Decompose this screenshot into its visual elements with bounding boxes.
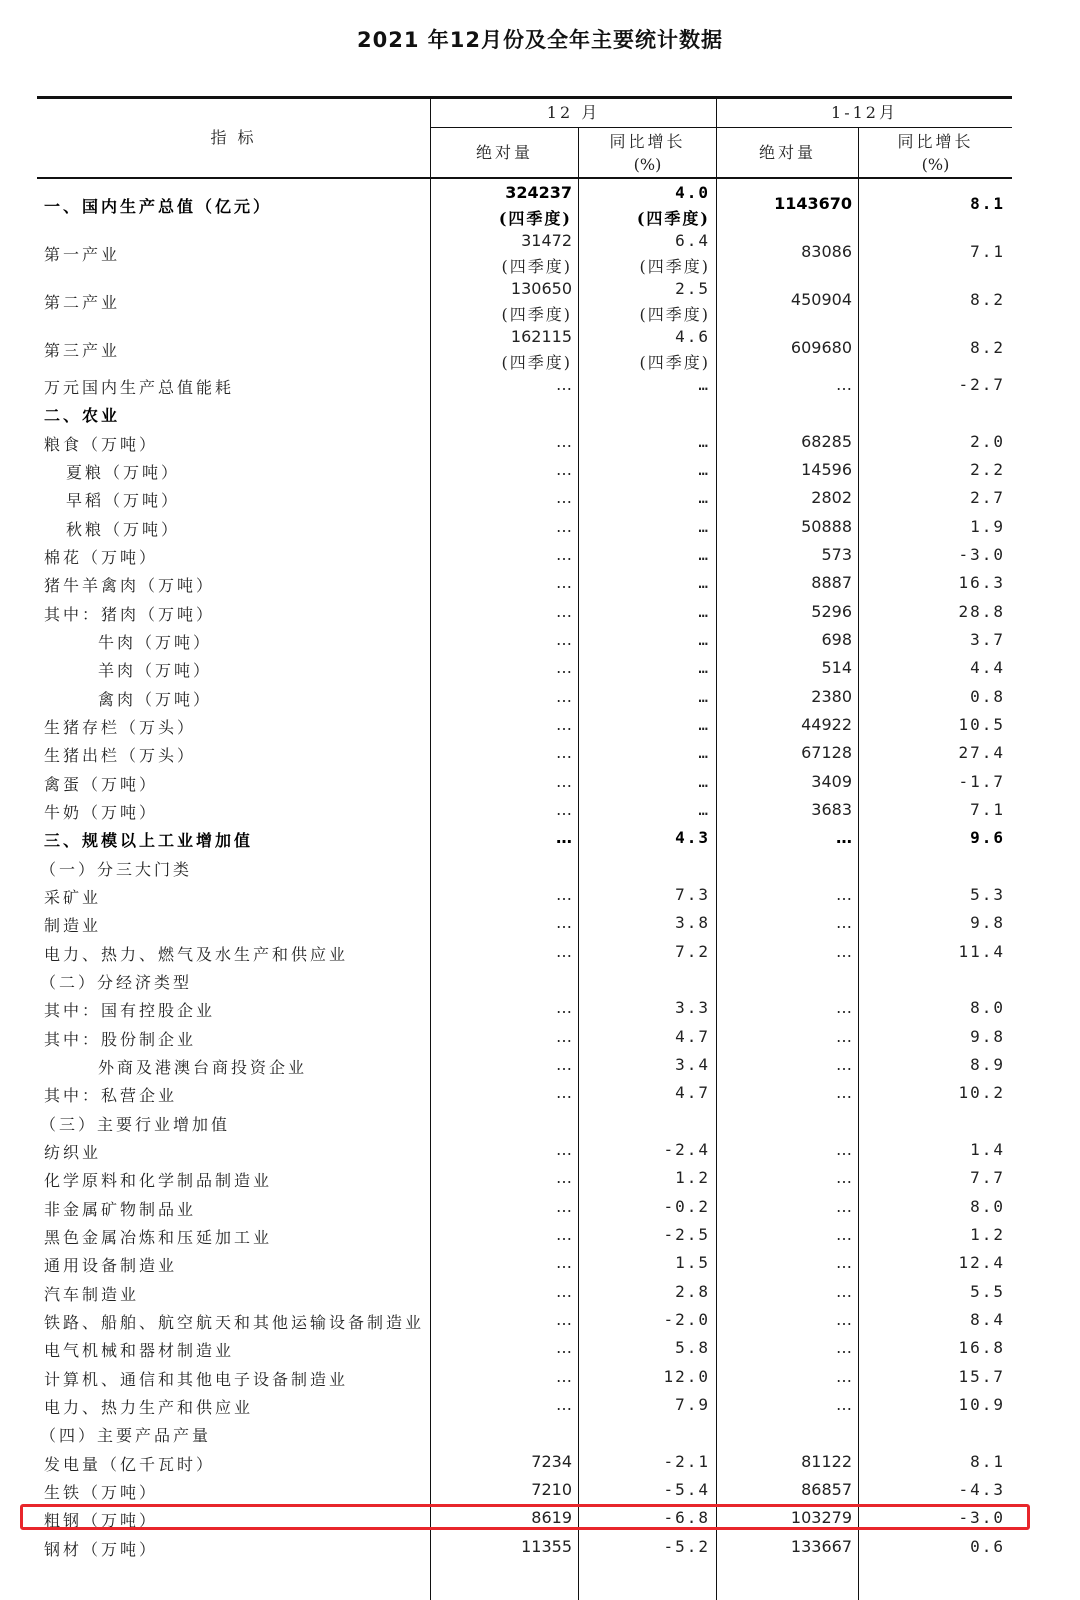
- year-absolute: …: [836, 1366, 852, 1386]
- header-month-growth: 同比增长: [609, 132, 686, 151]
- table-row: [0, 1280, 1080, 1308]
- table-row: [0, 1110, 1080, 1138]
- table-row: [0, 1421, 1080, 1449]
- month-growth: …: [698, 714, 710, 734]
- year-absolute: …: [836, 884, 852, 904]
- month-absolute: …: [556, 544, 572, 564]
- month-growth: 4.3: [675, 828, 710, 848]
- year-absolute: …: [836, 375, 852, 394]
- month-absolute: …: [556, 573, 572, 593]
- table-row: [0, 855, 1080, 883]
- month-absolute: …: [556, 375, 572, 394]
- year-absolute: 609680: [790, 338, 852, 357]
- table-row: [0, 1336, 1080, 1364]
- year-growth: 28.8: [958, 601, 1005, 621]
- table-row: [0, 1251, 1080, 1279]
- row-label: 制造业: [44, 916, 102, 936]
- table-row-tertiary-industry: [0, 325, 1080, 373]
- month-absolute: …: [556, 1054, 572, 1074]
- table-row: [0, 1393, 1080, 1421]
- year-absolute: 86857: [801, 1479, 852, 1499]
- row-label: 羊肉（万吨）: [98, 661, 213, 681]
- header-month-absolute: 绝对量: [475, 143, 533, 162]
- month-growth: 4.7: [675, 1083, 710, 1103]
- month-growth: -5.4: [663, 1479, 710, 1499]
- table-row: [0, 1450, 1080, 1478]
- row-label: 非金属矿物制品业: [44, 1199, 197, 1219]
- month-growth: -5.2: [663, 1536, 710, 1556]
- row-label: 电气机械和器材制造业: [44, 1341, 235, 1361]
- month-absolute: …: [556, 828, 572, 848]
- month-absolute: …: [556, 941, 572, 961]
- month-growth: …: [698, 658, 710, 678]
- month-growth: 3.3: [675, 998, 710, 1018]
- year-growth: 7.7: [970, 1168, 1005, 1188]
- year-absolute: …: [836, 913, 852, 933]
- table-row: [0, 1365, 1080, 1393]
- row-label: 纺织业: [44, 1142, 102, 1162]
- row-label: 黑色金属冶炼和压延加工业: [44, 1227, 273, 1247]
- year-absolute: 5296: [811, 601, 852, 621]
- month-absolute: …: [556, 1338, 572, 1358]
- year-growth: 8.4: [970, 1309, 1005, 1329]
- year-growth: 16.8: [958, 1338, 1005, 1358]
- month-absolute: …: [556, 1281, 572, 1301]
- month-absolute: …: [556, 1394, 572, 1414]
- year-absolute: …: [836, 1309, 852, 1329]
- table-row: [0, 543, 1080, 571]
- year-absolute: …: [836, 1224, 852, 1244]
- row-label: 第一产业: [44, 245, 121, 264]
- month-absolute: …: [556, 743, 572, 763]
- row-label: 夏粮（万吨）: [66, 462, 181, 482]
- month-absolute: …: [556, 714, 572, 734]
- year-absolute: …: [836, 1026, 852, 1046]
- month-absolute: …: [556, 658, 572, 678]
- month-growth: …: [698, 375, 710, 394]
- year-absolute: 573: [821, 544, 852, 564]
- year-growth: 15.7: [958, 1366, 1005, 1386]
- year-growth: 8.2: [970, 290, 1005, 309]
- month-growth: …: [698, 544, 710, 564]
- month-growth: -2.4: [663, 1139, 710, 1159]
- month-growth: 4.7: [675, 1026, 710, 1046]
- month-absolute: 7234: [531, 1451, 572, 1471]
- year-growth: -2.7: [958, 375, 1005, 394]
- year-growth: 8.0: [970, 998, 1005, 1018]
- year-growth: 10.9: [958, 1394, 1005, 1414]
- year-growth: 3.7: [970, 629, 1005, 649]
- month-absolute: …: [556, 913, 572, 933]
- header-year: 1-12月: [831, 103, 898, 122]
- header-year-absolute: 绝对量: [758, 143, 816, 162]
- gdp-year-absolute: 1143670: [774, 194, 852, 213]
- month-growth: -0.2: [663, 1196, 710, 1216]
- month-growth: 3.8: [675, 913, 710, 933]
- year-growth: 4.4: [970, 658, 1005, 678]
- year-growth: -1.7: [958, 771, 1005, 791]
- table-row: [0, 1138, 1080, 1166]
- header-mid-rule: [431, 127, 1012, 128]
- month-absolute: …: [556, 629, 572, 649]
- year-absolute: …: [836, 1168, 852, 1188]
- row-label: 早稻（万吨）: [66, 491, 181, 511]
- gdp-month-absolute: 324237: [505, 183, 572, 202]
- table-row: [0, 1025, 1080, 1053]
- table-row-primary-industry: [0, 229, 1080, 277]
- month-absolute: …: [556, 1253, 572, 1273]
- year-growth: -4.3: [958, 1479, 1005, 1499]
- gdp-month-growth: 4.0: [675, 183, 710, 202]
- table-row: [0, 1478, 1080, 1506]
- month-growth: …: [698, 799, 710, 819]
- month-growth: 2.5: [675, 279, 710, 298]
- month-absolute: …: [556, 459, 572, 479]
- row-label: 计算机、通信和其他电子设备制造业: [44, 1369, 349, 1389]
- year-growth: 8.2: [970, 338, 1005, 357]
- row-label: 粮食（万吨）: [44, 434, 159, 454]
- month-growth: 5.8: [675, 1338, 710, 1358]
- year-absolute: 81122: [801, 1451, 852, 1471]
- row-label: 猪牛羊禽肉（万吨）: [44, 576, 216, 596]
- month-growth: -2.5: [663, 1224, 710, 1244]
- row-label: 化学原料和化学制品制造业: [44, 1171, 273, 1191]
- row-label: 第三产业: [44, 341, 121, 360]
- month-growth: …: [698, 488, 710, 508]
- year-absolute: 2380: [811, 686, 852, 706]
- table-row: [0, 685, 1080, 713]
- year-growth: 5.5: [970, 1281, 1005, 1301]
- year-absolute: 14596: [801, 459, 852, 479]
- row-label: 其中：国有控股企业: [44, 1001, 216, 1021]
- header-year-growth: 同比增长: [897, 132, 974, 151]
- year-absolute: 3683: [811, 799, 852, 819]
- month-growth: …: [698, 601, 710, 621]
- table-row: [0, 741, 1080, 769]
- year-absolute: …: [836, 1253, 852, 1273]
- table-row: [0, 1166, 1080, 1194]
- year-growth: 8.1: [970, 1451, 1005, 1471]
- month-growth: 7.9: [675, 1394, 710, 1414]
- year-absolute: …: [836, 1054, 852, 1074]
- row-label: 棉花（万吨）: [44, 547, 159, 567]
- month-absolute: 11355: [521, 1536, 572, 1556]
- gdp-growth-quarter-note: (四季度): [636, 209, 710, 228]
- year-growth: 16.3: [958, 573, 1005, 593]
- month-absolute: …: [556, 686, 572, 706]
- row-label: 禽蛋（万吨）: [44, 774, 159, 794]
- month-growth: …: [698, 459, 710, 479]
- table-row: [0, 713, 1080, 741]
- month-absolute: …: [556, 601, 572, 621]
- table-row: [0, 458, 1080, 486]
- year-absolute: 103279: [790, 1508, 852, 1528]
- table-row: [0, 798, 1080, 826]
- table-row: [0, 401, 1080, 429]
- row-label: 秋粮（万吨）: [66, 519, 181, 539]
- month-growth: …: [698, 686, 710, 706]
- month-growth: 7.2: [675, 941, 710, 961]
- year-growth: 2.2: [970, 459, 1005, 479]
- year-absolute: 67128: [801, 743, 852, 763]
- row-label: 采矿业: [44, 887, 102, 907]
- month-absolute: …: [556, 488, 572, 508]
- month-growth: 4.6: [675, 327, 710, 346]
- table-row: [0, 628, 1080, 656]
- row-label: （三）主要行业增加值: [40, 1114, 231, 1134]
- row-label: 二、农业: [44, 406, 121, 426]
- year-growth: 0.8: [970, 686, 1005, 706]
- month-absolute: 7210: [531, 1479, 572, 1499]
- year-growth: 11.4: [958, 941, 1005, 961]
- row-label: 粗钢（万吨）: [44, 1511, 159, 1531]
- row-label: 发电量（亿千瓦时）: [44, 1454, 216, 1474]
- year-growth: 1.4: [970, 1139, 1005, 1159]
- month-growth: -2.0: [663, 1309, 710, 1329]
- year-growth: 8.0: [970, 1196, 1005, 1216]
- month-growth: -2.1: [663, 1451, 710, 1471]
- year-absolute: …: [836, 1139, 852, 1159]
- header-month: 12 月: [546, 103, 601, 122]
- table-row: [0, 1308, 1080, 1336]
- table-row: [0, 826, 1080, 854]
- month-absolute: …: [556, 431, 572, 451]
- quarter-note: (四季度): [501, 257, 572, 276]
- month-growth: 3.4: [675, 1054, 710, 1074]
- table-row: [0, 1195, 1080, 1223]
- month-growth: …: [698, 516, 710, 536]
- month-absolute: …: [556, 771, 572, 791]
- highlight-box: [20, 1504, 1030, 1530]
- year-growth: 7.1: [970, 242, 1005, 261]
- month-absolute: 162115: [510, 327, 572, 346]
- month-absolute: …: [556, 516, 572, 536]
- year-absolute: 3409: [811, 771, 852, 791]
- year-absolute: 8887: [811, 573, 852, 593]
- row-label: 生猪出栏（万头）: [44, 746, 197, 766]
- quarter-note: (四季度): [501, 305, 572, 324]
- year-absolute: 68285: [801, 431, 852, 451]
- row-label: 一、国内生产总值（亿元）: [44, 197, 273, 216]
- table-row: [0, 968, 1080, 996]
- month-absolute: …: [556, 1224, 572, 1244]
- table-row: [0, 571, 1080, 599]
- year-growth: 9.8: [970, 913, 1005, 933]
- month-absolute: 31472: [521, 231, 572, 250]
- year-growth: -3.0: [958, 544, 1005, 564]
- year-absolute: …: [836, 1281, 852, 1301]
- month-absolute: …: [556, 1366, 572, 1386]
- table-row: [0, 996, 1080, 1024]
- year-absolute: 450904: [790, 290, 852, 309]
- row-label: 第二产业: [44, 293, 121, 312]
- month-absolute: …: [556, 799, 572, 819]
- table-row: [0, 1535, 1080, 1563]
- row-label: 电力、热力生产和供应业: [44, 1397, 254, 1417]
- month-absolute: …: [556, 1309, 572, 1329]
- year-growth: -3.0: [958, 1508, 1005, 1528]
- header-bottom-rule: [37, 177, 1012, 179]
- year-absolute: 44922: [801, 714, 852, 734]
- year-growth: 12.4: [958, 1253, 1005, 1273]
- quarter-note: (四季度): [639, 257, 710, 276]
- month-growth: 12.0: [663, 1366, 710, 1386]
- year-absolute: 2802: [811, 488, 852, 508]
- year-absolute: …: [836, 1394, 852, 1414]
- year-growth: 7.1: [970, 799, 1005, 819]
- table-row: [0, 373, 1080, 401]
- month-growth: 1.5: [675, 1253, 710, 1273]
- month-absolute: …: [556, 1026, 572, 1046]
- header-month-pct: (%): [633, 155, 662, 174]
- year-growth: 0.6: [970, 1536, 1005, 1556]
- row-label: 万元国内生产总值能耗: [44, 378, 235, 397]
- table-row: [0, 911, 1080, 939]
- row-label: 牛奶（万吨）: [44, 802, 159, 822]
- month-growth: …: [698, 771, 710, 791]
- quarter-note: (四季度): [639, 305, 710, 324]
- year-absolute: …: [836, 1083, 852, 1103]
- row-label: 其中：私营企业: [44, 1086, 178, 1106]
- month-growth: 6.4: [675, 231, 710, 250]
- table-row: [0, 600, 1080, 628]
- row-label: 铁路、船舶、航空航天和其他运输设备制造业: [44, 1312, 425, 1332]
- row-label: 生铁（万吨）: [44, 1482, 159, 1502]
- row-label: 三、规模以上工业增加值: [44, 831, 254, 851]
- month-growth: …: [698, 629, 710, 649]
- row-label: 其中：股份制企业: [44, 1029, 197, 1049]
- table-row: [0, 656, 1080, 684]
- month-growth: 1.2: [675, 1168, 710, 1188]
- year-growth: 2.7: [970, 488, 1005, 508]
- month-growth: …: [698, 431, 710, 451]
- year-absolute: 50888: [801, 516, 852, 536]
- year-growth: 8.9: [970, 1054, 1005, 1074]
- year-absolute: 698: [821, 629, 852, 649]
- month-absolute: …: [556, 1083, 572, 1103]
- table-row: [0, 1223, 1080, 1251]
- year-absolute: 514: [821, 658, 852, 678]
- row-label: （二）分经济类型: [40, 972, 193, 992]
- year-growth: 5.3: [970, 884, 1005, 904]
- month-growth: -6.8: [663, 1508, 710, 1528]
- year-growth: 9.6: [970, 828, 1005, 848]
- year-growth: 9.8: [970, 1026, 1005, 1046]
- table-row: [0, 883, 1080, 911]
- year-growth: 1.2: [970, 1224, 1005, 1244]
- row-label: 通用设备制造业: [44, 1256, 178, 1276]
- header-year-pct: (%): [921, 155, 950, 174]
- year-growth: 27.4: [958, 743, 1005, 763]
- month-growth: 2.8: [675, 1281, 710, 1301]
- year-growth: 10.5: [958, 714, 1005, 734]
- month-absolute: …: [556, 1139, 572, 1159]
- row-label: （四）主要产品产量: [40, 1426, 212, 1446]
- year-absolute: 83086: [801, 242, 852, 261]
- table-row: [0, 940, 1080, 968]
- month-growth: …: [698, 743, 710, 763]
- year-absolute: …: [836, 1196, 852, 1216]
- month-growth: 7.3: [675, 884, 710, 904]
- page-title: 2021 年12月份及全年主要统计数据: [357, 28, 723, 52]
- table-row-gdp: [0, 181, 1080, 229]
- year-growth: 1.9: [970, 516, 1005, 536]
- row-label: 其中：猪肉（万吨）: [44, 604, 216, 624]
- month-absolute: …: [556, 998, 572, 1018]
- row-label: 汽车制造业: [44, 1284, 140, 1304]
- table-row: [0, 770, 1080, 798]
- month-absolute: …: [556, 1168, 572, 1188]
- table-row-secondary-industry: [0, 277, 1080, 325]
- table-row: [0, 1081, 1080, 1109]
- row-label: 牛肉（万吨）: [98, 632, 213, 652]
- year-absolute: …: [836, 941, 852, 961]
- month-growth: …: [698, 573, 710, 593]
- gdp-month-quarter-note: (四季度): [498, 209, 572, 228]
- month-absolute: …: [556, 884, 572, 904]
- row-label: （一）分三大门类: [40, 859, 193, 879]
- row-label: 生猪存栏（万头）: [44, 717, 197, 737]
- row-label: 禽肉（万吨）: [98, 689, 213, 709]
- table-row: [0, 515, 1080, 543]
- quarter-note: (四季度): [501, 353, 572, 372]
- table-row: [0, 430, 1080, 458]
- quarter-note: (四季度): [639, 353, 710, 372]
- year-growth: 10.2: [958, 1083, 1005, 1103]
- year-absolute: …: [836, 1338, 852, 1358]
- year-absolute: …: [836, 998, 852, 1018]
- year-absolute: …: [836, 828, 852, 848]
- row-label: 电力、热力、燃气及水生产和供应业: [44, 944, 349, 964]
- month-absolute: 8619: [531, 1508, 572, 1528]
- row-label: 钢材（万吨）: [44, 1539, 159, 1559]
- row-label: 外商及港澳台商投资企业: [98, 1057, 308, 1077]
- month-absolute: …: [556, 1196, 572, 1216]
- header-indicator: 指 标: [210, 128, 257, 147]
- month-absolute: 130650: [510, 279, 572, 298]
- year-growth: 2.0: [970, 431, 1005, 451]
- table-row: [0, 1053, 1080, 1081]
- table-top-rule: [37, 96, 1012, 99]
- gdp-year-growth: 8.1: [970, 194, 1005, 213]
- year-absolute: 133667: [790, 1536, 852, 1556]
- table-row: [0, 486, 1080, 514]
